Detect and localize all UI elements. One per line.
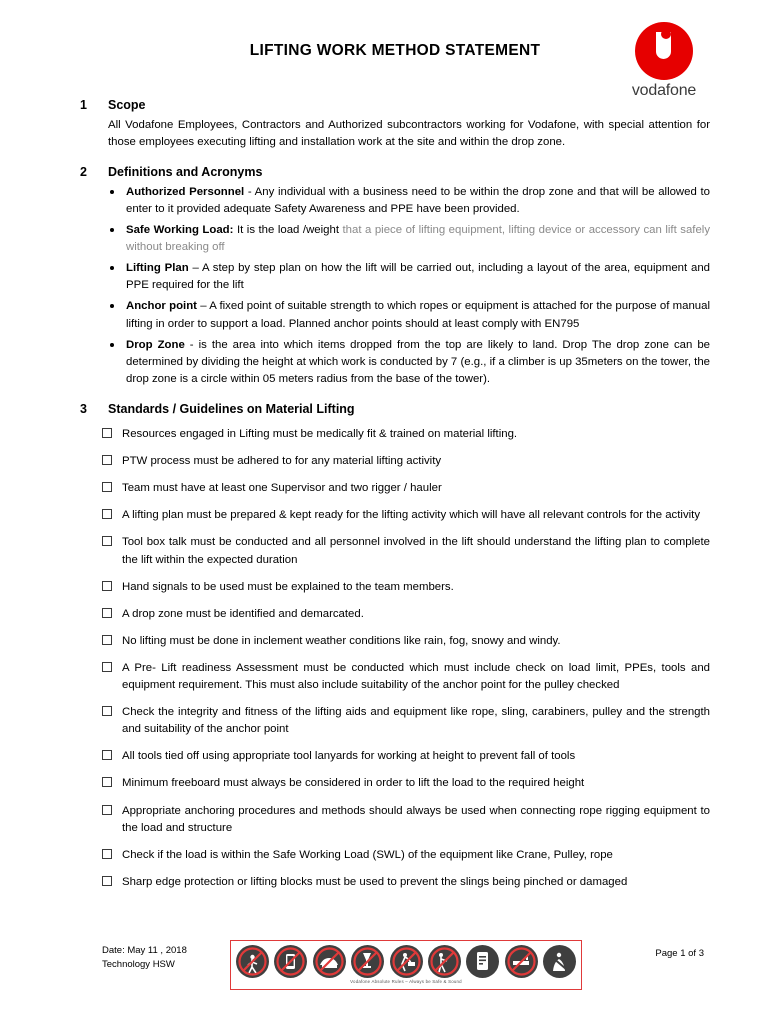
- bullet-icon: [110, 266, 114, 270]
- list-item: [80, 803, 710, 837]
- footer-date: Date: May 11 , 2018: [102, 945, 187, 956]
- checkbox-icon[interactable]: [102, 805, 112, 815]
- list-item: [80, 775, 710, 792]
- section-heading: [80, 98, 710, 112]
- checkbox-icon[interactable]: [102, 455, 112, 465]
- list-item: [80, 453, 710, 470]
- definition-term: Safe Working Load:: [126, 223, 234, 236]
- section-title: Standards / Guidelines on Material Lifting: [108, 401, 355, 416]
- checkbox-icon[interactable]: [102, 536, 112, 546]
- vodafone-logo: [610, 22, 718, 100]
- section-title: Definitions and Acronyms: [108, 164, 263, 179]
- checkbox-icon[interactable]: [102, 428, 112, 438]
- section-number: 3: [80, 401, 87, 416]
- checkbox-icon[interactable]: [102, 876, 112, 886]
- bullet-icon: [110, 228, 114, 232]
- list-item: [80, 222, 710, 256]
- checklist-text: Appropriate anchoring procedures and methods should always be used when connecting rope rigging equipment to the load and structure: [122, 804, 710, 834]
- list-item: [80, 847, 710, 864]
- checkbox-icon[interactable]: [102, 635, 112, 645]
- no-climbing-icon: [236, 945, 269, 978]
- permit-required-icon: [466, 945, 499, 978]
- no-alcohol-icon: [351, 945, 384, 978]
- definition-sep: –: [188, 262, 202, 275]
- list-item: [80, 480, 710, 497]
- checklist-text: Check if the load is within the Safe Working Load (SWL) of the equipment like Crane, Pulley, rope: [122, 848, 613, 861]
- no-speeding-icon: [313, 945, 346, 978]
- definition-text: is the area into which items dropped from the top are likely to land. Drop The drop zone can be determined by dividing the height at which work is conducted by 7 (e.g., if a climber is up 35meters on the tower, the drop zone is a circle within 05 meters radius from the base of the tower).: [126, 338, 711, 385]
- definitions-list: [80, 184, 710, 388]
- list-item: [80, 298, 710, 332]
- checklist-text: PTW process must be adhered to for any material lifting activity: [122, 455, 442, 468]
- checklist-text: Hand signals to be used must be explained to the team members.: [122, 580, 454, 593]
- section-heading: [80, 402, 710, 416]
- checkbox-icon[interactable]: [102, 849, 112, 859]
- list-item: [80, 704, 710, 738]
- section-definitions: [80, 165, 710, 388]
- definition-term: Lifting Plan: [126, 262, 189, 275]
- list-item: [80, 579, 710, 596]
- section-number: 2: [80, 164, 87, 179]
- definition-term: Anchor point: [126, 300, 197, 313]
- checklist-text: Tool box talk must be conducted and all personnel involved in the lift should understand the lifting plan to complete the lift within the expected duration: [122, 536, 710, 566]
- list-item: [80, 507, 710, 524]
- list-item: [80, 534, 710, 568]
- checkbox-icon[interactable]: [102, 662, 112, 672]
- section-heading: [80, 165, 710, 179]
- checklist-text: Sharp edge protection or lifting blocks must be used to prevent the slings being pinched or damaged: [122, 875, 628, 888]
- standards-checklist: [80, 426, 710, 891]
- definition-sep: –: [196, 300, 210, 313]
- checklist-text: Check the integrity and fitness of the lifting aids and equipment like rope, sling, carabiners, pulley and the strength and suitability of the anchor point: [122, 706, 710, 736]
- bullet-icon: [110, 343, 114, 347]
- page-number: Page 1 of 3: [655, 948, 704, 959]
- checklist-text: A Pre- Lift readiness Assessment must be conducted which must include check on load limit, PPEs, tools and equipment requirement. This must also include suitability of the anchor point for the pulley checked: [122, 661, 710, 692]
- checklist-text: A drop zone must be identified and demarcated.: [122, 607, 364, 620]
- list-item: [80, 660, 710, 694]
- safety-rules-strip: [230, 940, 582, 990]
- list-item: [80, 606, 710, 623]
- checkbox-icon[interactable]: [102, 482, 112, 492]
- section-scope: [80, 98, 710, 151]
- list-item: [80, 633, 710, 650]
- page-title: LIFTING WORK METHOD STATEMENT: [249, 42, 541, 59]
- safety-strip-caption: Vodafone Absolute Rules – Always be Safe & Sound: [350, 979, 462, 984]
- vodafone-speechmark-icon: [635, 22, 693, 80]
- checkbox-icon[interactable]: [102, 706, 112, 716]
- checkbox-icon[interactable]: [102, 750, 112, 760]
- checkbox-icon[interactable]: [102, 777, 112, 787]
- definition-grey-text: that a piece of lifting equipment, lifting device or accessory can lift safely without breaking off: [126, 223, 711, 254]
- seatbelt-icon: [543, 945, 576, 978]
- checklist-text: All tools tied off using appropriate tool lanyards for working at height to prevent fall of tools: [122, 750, 576, 763]
- list-item: [80, 748, 710, 765]
- definition-text: A fixed point of suitable strength to which ropes or equipment is attached for the purpose of manual lifting in order to support a load. Planned anchor points should at least comply with EN795: [126, 300, 710, 330]
- list-item: [80, 874, 710, 891]
- definition-sep: -: [244, 185, 255, 198]
- list-item: [80, 337, 710, 388]
- definition-text: It is the load /weight: [236, 223, 343, 236]
- scope-text: All Vodafone Employees, Contractors and Authorized subcontractors working for Vodafone, with special attention for those employees executing lifting and installation work at the site and within the drop zone.: [108, 119, 710, 148]
- list-item: [80, 184, 710, 218]
- definition-text: Any individual with a business need to be within the drop zone and that will be allowed to enter to it provided adequate Safety Awareness and PPE have been provided.: [126, 185, 710, 215]
- bullet-icon: [110, 190, 114, 194]
- checklist-text: No lifting must be done in inclement weather conditions like rain, fog, snowy and windy.: [122, 634, 561, 647]
- definition-sep: -: [184, 338, 199, 351]
- no-unauthorized-work-icon: [428, 945, 461, 978]
- bullet-icon: [110, 304, 114, 308]
- document-header: [80, 22, 710, 99]
- definition-term: Authorized Personnel: [126, 185, 245, 198]
- safety-icons-row: [236, 945, 576, 978]
- checkbox-icon[interactable]: [102, 509, 112, 519]
- checklist-text: Minimum freeboard must always be considered in order to lift the load to the required height: [122, 777, 585, 790]
- checkbox-icon[interactable]: [102, 581, 112, 591]
- section-number: 1: [80, 98, 87, 112]
- list-item: [80, 260, 710, 294]
- definition-text: A step by step plan on how the lift will be carried out, including a layout of the area, equipment and PPE required for the lift: [126, 262, 710, 292]
- footer-department: Technology HSW: [102, 958, 175, 970]
- checklist-text: A lifting plan must be prepared & kept ready for the lifting activity which will have all relevant controls for the activity: [122, 509, 701, 522]
- checkbox-icon[interactable]: [102, 608, 112, 618]
- document-footer: [80, 940, 710, 996]
- no-smoking-icon: [505, 945, 538, 978]
- checklist-text: Team must have at least one Supervisor and two rigger / hauler: [122, 482, 442, 495]
- no-unsafe-lifting-icon: [390, 945, 423, 978]
- no-phone-driving-icon: [274, 945, 307, 978]
- checklist-text: Resources engaged in Lifting must be medically fit & trained on material lifting.: [122, 427, 518, 440]
- section-title: Scope: [108, 98, 146, 112]
- list-item: [80, 426, 710, 443]
- section-standards: [80, 402, 710, 891]
- footer-left-block: [102, 944, 187, 972]
- logo-wordmark: vodafone: [631, 82, 697, 99]
- definition-term: Drop Zone: [126, 338, 185, 351]
